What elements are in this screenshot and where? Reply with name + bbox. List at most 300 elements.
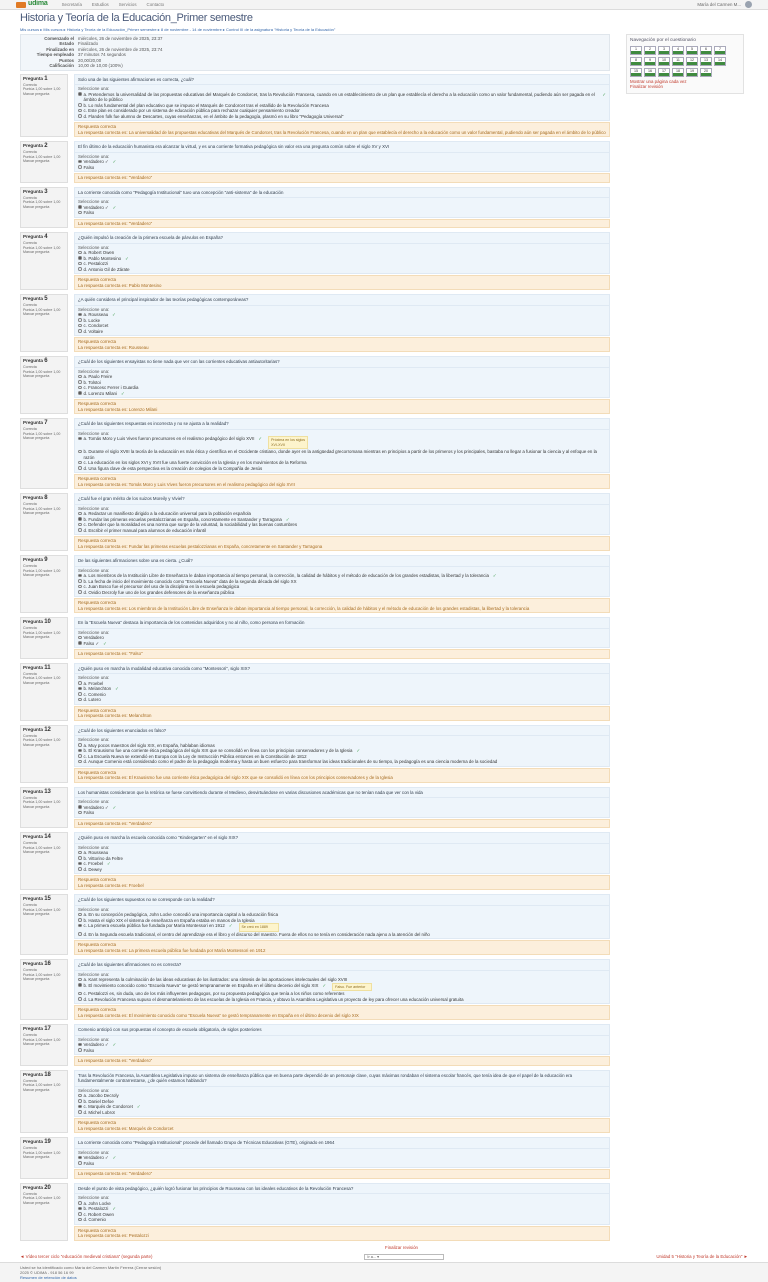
correct-answer: La respuesta correcta es: "Verdadero" <box>78 1058 153 1064</box>
radio-button[interactable] <box>78 698 82 702</box>
question-number: Pregunta 19 <box>23 1139 51 1146</box>
answer-option-label: Falso <box>83 810 95 816</box>
data-retention-link[interactable]: Resumen de retención de datos <box>20 1275 77 1281</box>
question-nav-button[interactable]: 16 <box>644 68 656 77</box>
feedback-status: Respuesta correcta <box>78 339 117 345</box>
teacher-comment: Falso. Fue anterior <box>332 983 372 991</box>
question-number: Pregunta 12 <box>23 726 51 733</box>
question-nav-button[interactable]: 17 <box>658 68 670 77</box>
radio-button[interactable] <box>78 512 82 516</box>
answer-option-label: a. Redactar un manifiesto dirigido a la educación universal para la población española <box>83 511 251 517</box>
question-state: Puntúa 1,00 sobre 1,00 <box>23 800 61 805</box>
correct-answer: La respuesta correcta es: Melanchton <box>78 713 152 719</box>
radio-button[interactable] <box>78 92 82 96</box>
question-nav-button[interactable]: 6 <box>700 46 712 55</box>
flag-question-link[interactable]: Marcar pregunta <box>23 850 50 855</box>
question-number: Pregunta 2 <box>23 143 48 150</box>
radio-button[interactable] <box>78 743 82 747</box>
top-nav-item[interactable]: Servicios <box>118 1 137 7</box>
question-state: Correcta <box>23 82 37 87</box>
question-text: Comenio anticipó con sus propuestas el concepto de escuela obligatoria, de siglos posteriores <box>74 1024 610 1036</box>
answer-option-label: Verdadero ✓ <box>83 1155 109 1161</box>
answer-options <box>74 1194 610 1225</box>
answer-option-label: a. Pretendemos la universalidad de las propuestas educativas del Marqués de Condorcet, tras la Revolución Francesa, cuando en un establecimiento de un plan que establecía el derecho a la educación como un valor fundamental, pudiendo aún ser pagada en el ámbito de lo público <box>83 91 595 103</box>
answer-option[interactable] <box>78 810 606 816</box>
feedback-status: Respuesta correcta <box>78 124 117 130</box>
answer-option-label: c. La Escuela Nueva se extendió en Europa con la Ley de Instrucción Pública entonces en la Constitución de 1812 <box>83 753 307 759</box>
radio-button[interactable] <box>78 983 82 987</box>
radio-button[interactable] <box>78 251 82 255</box>
radio-button[interactable] <box>78 856 82 860</box>
finish-review-link[interactable]: Finalizar revisión <box>385 1244 418 1250</box>
login-info[interactable]: Usted se ha identificado como María del Carmen Martín Ferrera (Cerrar sesión) <box>20 1265 162 1271</box>
answer-option-label: a. Jacobo Decroly <box>83 1093 119 1099</box>
radio-button[interactable] <box>78 590 82 594</box>
answer-option-label: d. Una figura clave de esta perspectiva es la creación de colegios de la Compañía de Jesús <box>83 465 263 471</box>
sidebar <box>626 34 744 1250</box>
radio-button[interactable] <box>78 205 82 209</box>
question-nav-button[interactable]: 19 <box>686 68 698 77</box>
question-state: Puntúa 1,00 sobre 1,00 <box>23 369 61 374</box>
quiz-review <box>20 34 610 1250</box>
question-state: Correcta <box>23 241 37 246</box>
answer-option-label: a. Los miembros de la Institución Libre de Enseñanza le daban importancia al tiempo personal, la corrección, la calidad de hábitos y el método de educación de los grandes estadistas, la libertad y la tolerancia <box>83 573 489 579</box>
radio-button[interactable] <box>78 386 82 390</box>
radio-button[interactable] <box>78 1048 82 1052</box>
correct-answer: La respuesta correcta es: Pestalozzi <box>78 1233 149 1239</box>
teacher-comment: Se creó en 1889 <box>239 923 279 931</box>
radio-button[interactable] <box>78 450 82 454</box>
answer-option-label: c. Robert Owen <box>83 1211 115 1217</box>
radio-button[interactable] <box>78 851 82 855</box>
question-number-value: 20 <box>44 1184 51 1191</box>
answer-option[interactable] <box>78 1048 606 1054</box>
flag-question-link[interactable]: Marcar pregunta <box>23 250 50 255</box>
radio-button[interactable] <box>78 992 82 996</box>
answer-option-label: d. Dewey <box>83 866 102 872</box>
select-one-label: Seleccione una: <box>78 244 110 250</box>
jump-to-select[interactable]: Ir a... ▾ <box>364 1254 444 1260</box>
question-nav-button[interactable]: 20 <box>700 68 712 77</box>
answer-option-label: a. Froebel <box>83 680 104 686</box>
answer-option[interactable] <box>78 697 606 703</box>
answer-option-label: a. Rousseau <box>83 312 109 318</box>
question-nav-button[interactable]: 9 <box>644 57 656 66</box>
answer-option-label: b. La fecha de inicio del movimiento conocido como "Escuela Nueva" data de la segunda década del siglo XX <box>83 578 297 584</box>
question-number: Pregunta 14 <box>23 834 51 841</box>
breadcrumb[interactable]: Mis cursos ▸ Mis cursos ▸ Historia y Teoría de la Educación_Primer semestre ▸ 8 de noviembre - 14 de noviembre ▸ Control III de la asignatura "Historia y Teoría de la Educación" <box>20 26 336 32</box>
brand-name[interactable]: udima <box>28 0 48 8</box>
question-state: Puntúa 1,00 sobre 1,00 <box>23 1037 61 1042</box>
answer-option[interactable] <box>78 923 606 931</box>
question-body <box>74 787 610 829</box>
question-state: Puntúa 1,00 sobre 1,00 <box>23 845 61 850</box>
question-state: Correcta <box>23 626 37 631</box>
answer-option[interactable] <box>78 210 606 216</box>
flag-question-link[interactable]: Marcar pregunta <box>23 635 50 640</box>
answer-option[interactable] <box>78 114 606 120</box>
radio-button[interactable] <box>78 103 82 107</box>
question-number-value: 2 <box>44 143 48 150</box>
answer-option[interactable] <box>78 449 606 460</box>
question <box>20 418 610 489</box>
radio-button[interactable] <box>78 375 82 379</box>
question-nav-button[interactable]: 5 <box>686 46 698 55</box>
answer-option-label: c. Pestalozzi es, sin duda, uno de los más influyentes pedagogos, por su propuesta pedagógica que tenía a los niños como referentes <box>83 991 345 997</box>
flag-question-link[interactable]: Marcar pregunta <box>23 977 50 982</box>
question-number: Pregunta 6 <box>23 358 48 365</box>
question-nav-button[interactable]: 14 <box>714 57 726 66</box>
radio-button[interactable] <box>78 1105 82 1109</box>
flag-question-link[interactable]: Marcar pregunta <box>23 374 50 379</box>
question-nav-button[interactable]: 2 <box>644 46 656 55</box>
question-number-value: 7 <box>44 420 48 427</box>
answer-option-label: Falso <box>83 1160 95 1166</box>
radio-button[interactable] <box>78 692 82 696</box>
radio-button[interactable] <box>78 1201 82 1205</box>
answer-option[interactable] <box>78 1217 606 1223</box>
radio-button[interactable] <box>78 636 82 640</box>
radio-button[interactable] <box>78 380 82 384</box>
feedback-status: Respuesta correcta <box>78 476 117 482</box>
top-nav <box>62 2 165 8</box>
question-state: Correcta <box>23 1191 37 1196</box>
radio-button[interactable] <box>78 318 82 322</box>
previous-activity-link[interactable]: ◄ Vídeo tercer ciclo "educación medieval cristiana" (segunda parte) <box>20 1254 153 1260</box>
question-number-value: 16 <box>44 961 51 968</box>
top-nav-item[interactable]: Estudios <box>91 1 109 7</box>
question-number: Pregunta 15 <box>23 896 51 903</box>
radio-button[interactable] <box>78 1156 82 1160</box>
radio-button[interactable] <box>78 585 82 589</box>
radio-button[interactable] <box>78 262 82 266</box>
answer-feedback <box>74 474 610 489</box>
question-state: Correcta <box>23 1146 37 1151</box>
radio-button[interactable] <box>78 437 82 441</box>
radio-button[interactable] <box>78 466 82 470</box>
question-number-value: 4 <box>44 234 48 241</box>
answer-option-label: Falso <box>83 164 95 170</box>
select-one-label: Seleccione una: <box>78 306 110 312</box>
feedback-status: Respuesta correcta <box>78 1227 117 1233</box>
page-layout <box>0 32 768 1250</box>
flag-question-link[interactable]: Marcar pregunta <box>23 1155 50 1159</box>
question-info <box>20 493 68 551</box>
flag-question-link[interactable]: Marcar pregunta <box>23 511 50 516</box>
answer-option[interactable] <box>78 267 606 273</box>
correct-answer: La respuesta correcta es: "Verdadero" <box>78 820 153 826</box>
question-nav-button[interactable]: 12 <box>686 57 698 66</box>
question-info <box>20 725 68 783</box>
question-number-value: 17 <box>44 1026 51 1033</box>
answer-option-label: a. En su concepción pedagógica, John Locke concedió una importancia capital a la educación física <box>83 912 279 918</box>
answer-options <box>74 85 610 121</box>
radio-button[interactable] <box>78 1218 82 1222</box>
answer-option-label: c. Comenio <box>83 691 106 697</box>
question-number: Pregunta 17 <box>23 1026 51 1033</box>
answer-option-label: c. La educación en los siglos XVI y XVII fue una fuerte convicción en la Iglesia y en los movimientos de la Reforma <box>83 460 307 466</box>
answer-option-label: a. Muy pocos maestros del siglo XIX, en España, hablaban idiomas <box>83 742 215 748</box>
question-info <box>20 663 68 721</box>
question-number: Pregunta 16 <box>23 961 51 968</box>
answer-option[interactable] <box>78 92 606 103</box>
answer-option-label: Falso <box>83 210 95 216</box>
radio-button[interactable] <box>78 805 82 809</box>
answer-option[interactable] <box>78 436 606 449</box>
radio-button[interactable] <box>78 1212 82 1216</box>
question-number-value: 11 <box>44 664 51 671</box>
question <box>20 294 610 352</box>
summary-label: Calificación <box>49 63 74 69</box>
radio-button[interactable] <box>78 918 82 922</box>
radio-button[interactable] <box>78 749 82 753</box>
answer-option-label: Falso ✓ <box>83 640 100 646</box>
answer-options <box>74 1036 610 1056</box>
page-header <box>0 10 768 32</box>
check-icon: ✓ <box>112 159 117 165</box>
question-body <box>74 1183 610 1241</box>
question-text: La corriente conocida como "Pedagogía Institucional" procede del llamado Grupo de Técnicas Educativas (GTE), originado en 1964 <box>74 1137 610 1149</box>
user-menu[interactable] <box>697 1 752 8</box>
feedback-status: Respuesta correcta <box>78 600 117 606</box>
answer-option[interactable] <box>78 759 606 765</box>
question-info <box>20 418 68 489</box>
question-info <box>20 1183 68 1241</box>
question-body <box>74 617 610 659</box>
next-activity-link[interactable]: Unidad 5 "Historia y Teoría de la Educación" ► <box>656 1254 748 1260</box>
radio-button[interactable] <box>78 1110 82 1114</box>
radio-button[interactable] <box>78 754 82 758</box>
question-nav-button[interactable]: 11 <box>672 57 684 66</box>
radio-button[interactable] <box>78 313 82 317</box>
select-one-label: Seleccione una: <box>78 567 110 573</box>
radio-button[interactable] <box>78 1043 82 1047</box>
answer-option[interactable] <box>78 1110 606 1116</box>
answer-feedback <box>74 1005 610 1020</box>
correct-answer: La respuesta correcta es: La primera escuela pública fue fundada por María Montessori en 1912 <box>78 947 266 953</box>
answer-option[interactable] <box>78 590 606 596</box>
radio-button[interactable] <box>78 528 82 532</box>
answer-option[interactable] <box>78 932 606 938</box>
radio-button[interactable] <box>78 997 82 1001</box>
question-number-value: 15 <box>44 896 51 903</box>
question-state: Puntúa 1,00 sobre 1,00 <box>23 568 61 573</box>
radio-button[interactable] <box>78 867 82 871</box>
radio-button[interactable] <box>78 256 82 260</box>
answer-option[interactable] <box>78 641 606 647</box>
flag-question-link[interactable]: Marcar pregunta <box>23 680 50 685</box>
select-one-label: Seleccione una: <box>78 629 110 635</box>
question-nav-button[interactable]: 1 <box>630 46 642 55</box>
top-nav-item[interactable]: Contacto <box>146 1 165 7</box>
question-info <box>20 294 68 352</box>
answer-options <box>74 971 610 1004</box>
question-state: Correcta <box>23 733 37 738</box>
radio-button[interactable] <box>78 978 82 982</box>
answer-option-label: c. Defender que la moralidad es una norma que surge de la voluntad, la sociabilidad y las buenas costumbres <box>83 522 298 528</box>
radio-button[interactable] <box>78 523 82 527</box>
radio-button[interactable] <box>78 1099 82 1103</box>
answer-feedback <box>74 768 610 783</box>
answer-options <box>74 244 610 275</box>
correct-answer: La respuesta correcta es: Rousseau <box>78 344 149 350</box>
question-body <box>74 1024 610 1066</box>
answer-option[interactable] <box>78 528 606 534</box>
question-state: Correcta <box>23 968 37 973</box>
radio-button[interactable] <box>78 811 82 815</box>
radio-button[interactable] <box>78 862 82 866</box>
radio-button[interactable] <box>78 760 82 764</box>
radio-button[interactable] <box>78 391 82 395</box>
user-name[interactable]: María del Carmen M... <box>697 1 741 7</box>
question-nav-button[interactable]: 10 <box>658 57 670 66</box>
question-text: ¿Cuál fue el gran mérito de los suizos Moreily y Viviel? <box>74 493 610 505</box>
question-state: Puntúa 1,00 sobre 1,00 <box>23 1083 61 1088</box>
question-nav-button[interactable]: 15 <box>630 68 642 77</box>
radio-button[interactable] <box>78 324 82 328</box>
flag-question-link[interactable]: Marcar pregunta <box>23 436 50 441</box>
answer-option-label: c. Francesc Ferrer i Guardia <box>83 385 139 391</box>
radio-button[interactable] <box>78 1094 82 1098</box>
answer-option-label: d. Lutero <box>83 697 101 703</box>
question-nav-button[interactable]: 18 <box>672 68 684 77</box>
radio-button[interactable] <box>78 267 82 271</box>
answer-option-label: b. Vittorino da Feltre <box>83 855 123 861</box>
answer-option-label: b. Tolstoi <box>83 379 101 385</box>
answer-option-label: d. Lorenzo Milani <box>83 390 117 396</box>
avatar[interactable] <box>745 1 752 8</box>
radio-button[interactable] <box>78 165 82 169</box>
top-bar <box>0 0 768 10</box>
flag-question-link[interactable]: Marcar pregunta <box>23 1087 50 1092</box>
select-one-label: Seleccione una: <box>78 1087 110 1093</box>
check-icon: ✓ <box>356 748 361 754</box>
question-nav-button[interactable]: 13 <box>700 57 712 66</box>
question-state: Correcta <box>23 150 37 155</box>
flag-question-link[interactable]: Marcar pregunta <box>23 312 50 317</box>
feedback-status: Respuesta correcta <box>78 877 117 883</box>
radio-button[interactable] <box>78 109 82 113</box>
answer-options <box>74 1087 610 1118</box>
question-nav-button[interactable]: 4 <box>672 46 684 55</box>
radio-button[interactable] <box>78 114 82 118</box>
answer-feedback <box>74 219 610 229</box>
radio-button[interactable] <box>78 913 82 917</box>
answer-option[interactable] <box>78 391 606 397</box>
answer-option-label: d. Aunque Comenio está considerado como el padre de la pedagogía moderna y hasta un buen esfuerzo para transformar las ideas tradicionales de su tiempo, la pedagogía es una ciencia moderna de la sociedad <box>83 759 498 765</box>
radio-button[interactable] <box>78 160 82 164</box>
flag-question-link[interactable]: Marcar pregunta <box>23 91 50 96</box>
answer-option-label: d. Ovidio Decroly fue uno de los grandes defensores de la enseñanza pública <box>83 589 235 595</box>
question-text: ¿Cuál de los siguientes ensayistas no tiene nada que ver con las corrientes educativas antiautoritarias? <box>74 356 610 368</box>
radio-button[interactable] <box>78 574 82 578</box>
check-icon: ✓ <box>115 686 119 692</box>
jump-to-label: Ir a... <box>367 1255 377 1260</box>
answer-option[interactable] <box>78 329 606 335</box>
radio-button[interactable] <box>78 1207 82 1211</box>
flag-question-link[interactable]: Marcar pregunta <box>23 742 50 747</box>
question <box>20 555 610 613</box>
question <box>20 1183 610 1241</box>
answer-option[interactable] <box>78 983 606 991</box>
radio-button[interactable] <box>78 579 82 583</box>
question <box>20 356 610 414</box>
flag-question-link[interactable]: Marcar pregunta <box>23 573 50 578</box>
radio-button[interactable] <box>78 641 82 645</box>
answer-option[interactable] <box>78 165 606 171</box>
answer-feedback <box>74 1226 610 1241</box>
answer-feedback <box>74 598 610 613</box>
sidebar-finish-link[interactable]: Finalizar revisión <box>630 84 663 90</box>
radio-button[interactable] <box>78 461 82 465</box>
answer-option-label: a. John Locke <box>83 1200 111 1206</box>
answer-option[interactable] <box>78 867 606 873</box>
check-icon: ✓ <box>322 982 327 988</box>
question-nav-button[interactable]: 7 <box>714 46 726 55</box>
correct-answer: La respuesta correcta es: Marqués de Condorcet <box>78 1125 174 1131</box>
radio-button[interactable] <box>78 932 82 936</box>
flag-question-link[interactable]: Marcar pregunta <box>23 159 50 164</box>
answer-option-label: b. Pablo Montesino <box>83 255 122 261</box>
radio-button[interactable] <box>78 1161 82 1165</box>
answer-option[interactable] <box>78 997 606 1003</box>
question-info <box>20 232 68 290</box>
answer-option-label: d. En la Segunda escuela tradicional, el centro del aprendizaje era el libro y el discurso del maestro. Fuera de ellos no se tenía en consideración nada ajeno a la atención del niño <box>83 931 430 937</box>
feedback-status: Respuesta correcta <box>78 401 117 407</box>
radio-button[interactable] <box>78 517 82 521</box>
top-nav-item[interactable]: Secretaría <box>61 1 82 7</box>
answer-options <box>74 798 610 818</box>
answer-option[interactable] <box>78 1161 606 1167</box>
question-nav-button[interactable]: 8 <box>630 57 642 66</box>
question-info <box>20 141 68 183</box>
feedback-status: Respuesta correcta <box>78 707 117 713</box>
radio-button[interactable] <box>78 681 82 685</box>
flag-question-link[interactable]: Marcar pregunta <box>23 912 50 917</box>
check-icon: ✓ <box>258 436 263 442</box>
question-text: Tras la Revolución Francesa, la Asamblea Legislativa impuso un sistema de enseñanza pública que en buena parte dependió de un personaje clave, cuyas máximas rondaban el sistema escolar francés, que tenía idea de que el papel de la educación era fundamentalmente contrarrestarse, ¿de quién estamos hablando? <box>74 1070 610 1087</box>
question-info <box>20 555 68 613</box>
radio-button[interactable] <box>78 687 82 691</box>
question-state: Correcta <box>23 795 37 800</box>
feedback-status: Respuesta correcta <box>78 1120 117 1126</box>
answer-option-label: b. El Krausismo fue una corriente ética pedagógica del siglo XIX que se consolidó en línea con los principios conservadores y de la Iglesia <box>83 748 353 754</box>
answer-options <box>74 674 610 705</box>
summary-label: Tiempo empleado <box>36 52 74 58</box>
answer-feedback <box>74 819 610 829</box>
answer-option-label: a. Tomás Moro y Luis Vives fueron precursores en el realismo pedagógico del siglo XVII <box>83 436 255 442</box>
select-one-label: Seleccione una: <box>78 799 110 805</box>
radio-button[interactable] <box>78 329 82 333</box>
answer-option[interactable] <box>78 466 606 472</box>
flag-question-link[interactable]: Marcar pregunta <box>23 1042 50 1046</box>
select-one-label: Seleccione una: <box>78 1149 110 1155</box>
radio-button[interactable] <box>78 924 82 928</box>
question <box>20 617 610 659</box>
question-number: Pregunta 8 <box>23 495 48 502</box>
radio-button[interactable] <box>78 211 82 215</box>
show-one-page-link[interactable]: Mostrar una página cada vez <box>630 78 687 84</box>
flag-question-link[interactable]: Marcar pregunta <box>23 1200 50 1205</box>
answer-option-label: b. Locke <box>83 317 101 323</box>
question <box>20 1024 610 1066</box>
flag-question-link[interactable]: Marcar pregunta <box>23 204 50 209</box>
question-nav-button[interactable]: 3 <box>658 46 670 55</box>
flag-question-link[interactable]: Marcar pregunta <box>23 804 50 809</box>
question-text: De las siguientes afirmaciones sobre una es cierta. ¿Cuál? <box>74 555 610 567</box>
question-state: Correcta <box>23 1078 37 1083</box>
answer-option-label: d. Comenio <box>83 1217 106 1223</box>
